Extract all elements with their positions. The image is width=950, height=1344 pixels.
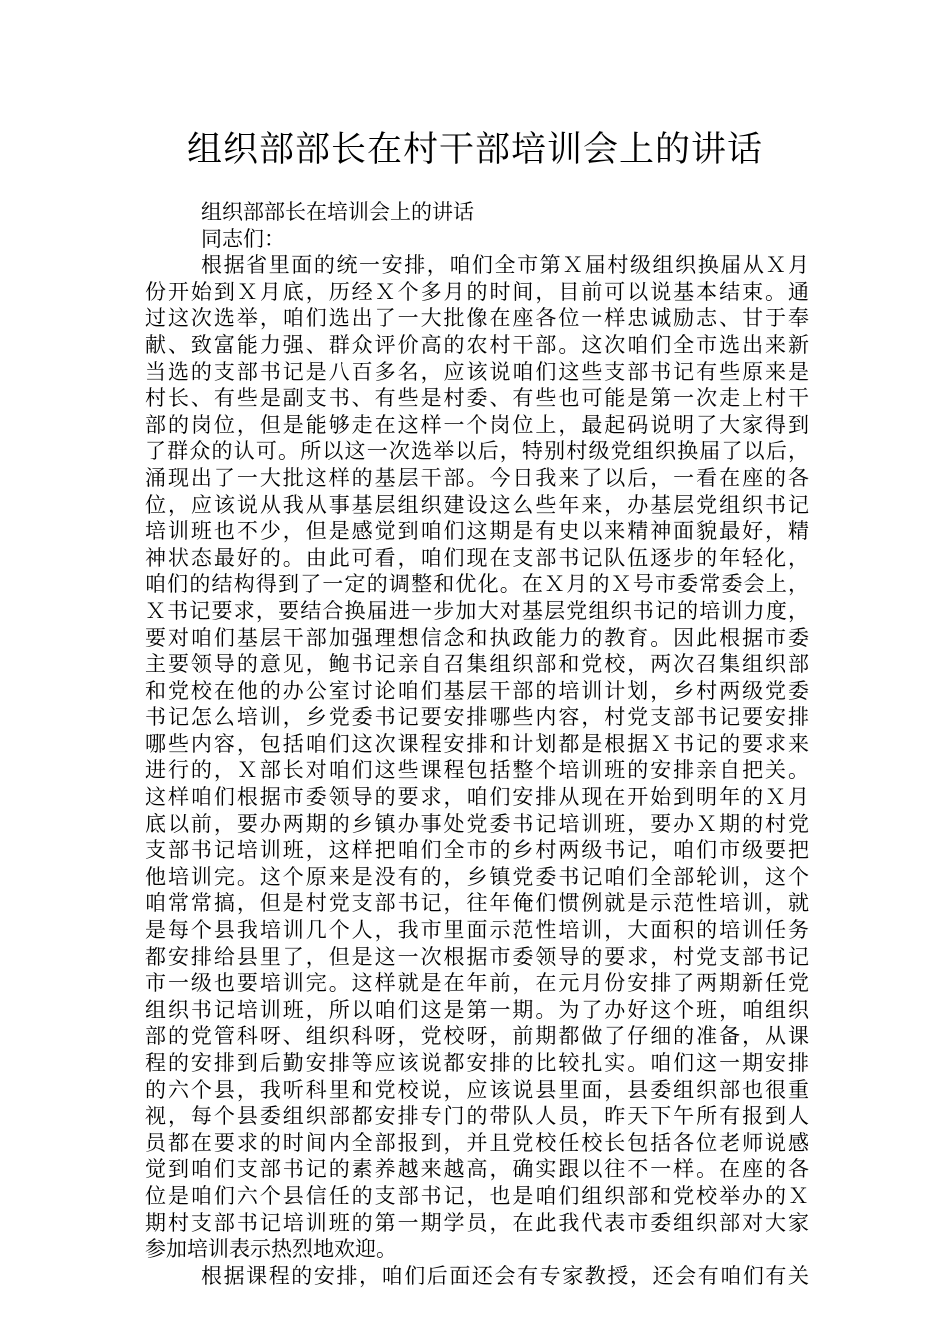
document-body	[145, 199, 809, 1289]
paragraph-line: 涌现出了一大批这样的基层干部。今日我来了以后，一看在座的各	[145, 465, 809, 490]
paragraph-line: 觉到咱们支部书记的素养越来越高，确实跟以往不一样。在座的各	[145, 1157, 809, 1182]
paragraph-line: 过这次选举，咱们选出了一大批像在座各位一样忠诚励志、甘于奉	[145, 306, 809, 331]
paragraph-line: 是每个县我培训几个人，我市里面示范性培训，大面积的培训任务	[145, 918, 809, 943]
paragraph-line: 和党校在他的办公室讨论咱们基层干部的培训计划，乡村两级党委	[145, 678, 809, 703]
subtitle-line: 组织部部长在培训会上的讲话	[201, 200, 474, 224]
paragraph-line: 部的党管科呀、组织科呀，党校呀，前期都做了仔细的准备，从课	[145, 1024, 809, 1049]
paragraph-line: 份开始到Ｘ月底，历经Ｘ个多月的时间，目前可以说基本结束。通	[145, 279, 809, 304]
paragraph-line: 参加培训表示热烈地欢迎。	[145, 1237, 397, 1262]
paragraph-line: 的六个县，我听科里和党校说，应该说县里面，县委组织部也很重	[145, 1077, 809, 1102]
paragraph-line: 他培训完。这个原来是没有的，乡镇党委书记咱们全部轮训，这个	[145, 864, 809, 889]
paragraph-line: 员都在要求的时间内全部报到，并且党校任校长包括各位老师说感	[145, 1130, 809, 1155]
paragraph-line: 底以前，要办两期的乡镇办事处党委书记培训班，要办Ｘ期的村党	[145, 811, 809, 836]
paragraph-line: 主要领导的意见，鲍书记亲自召集组织部和党校，两次召集组织部	[145, 652, 809, 677]
document-title: 组织部部长在村干部培训会上的讲话	[186, 130, 763, 170]
paragraph-line: 村长、有些是副支书、有些是村委、有些也可能是第一次走上村干	[145, 386, 809, 411]
paragraph-line: 要对咱们基层干部加强理想信念和执政能力的教育。因此根据市委	[145, 625, 809, 650]
paragraph-line: 位是咱们六个县信任的支部书记，也是咱们组织部和党校举办的Ｘ	[145, 1183, 809, 1208]
paragraph-line: 咱常常搞，但是村党支部书记，往年俺们惯例就是示范性培训，就	[145, 891, 809, 916]
paragraph-line: 当选的支部书记是八百多名，应该说咱们这些支部书记有些原来是	[145, 359, 809, 384]
paragraph-line: 咱们的结构得到了一定的调整和优化。在Ｘ月的Ｘ号市委常委会上，	[145, 572, 809, 597]
paragraph-line: Ｘ书记要求，要结合换届进一步加大对基层党组织书记的培训力度，	[145, 598, 809, 623]
paragraph-line: 视，每个县委组织部都安排专门的带队人员，昨天下午所有报到人	[145, 1104, 809, 1129]
paragraph-line: 位，应该说从我从事基层组织建设这么些年来，办基层党组织书记	[145, 492, 809, 517]
paragraph-line: 组织书记培训班，所以咱们这是第一期。为了办好这个班，咱组织	[145, 997, 809, 1022]
paragraph-line: 这样咱们根据市委领导的要求，咱们安排从现在开始到明年的Ｘ月	[145, 785, 809, 810]
paragraph-line: 书记怎么培训，乡党委书记要安排哪些内容，村党支部书记要安排	[145, 705, 809, 730]
paragraph-line: 部的岗位，但是能够走在这样一个岗位上，最起码说明了大家得到	[145, 412, 809, 437]
paragraph-line: 献、致富能力强、群众评价高的农村干部。这次咱们全市选出来新	[145, 332, 809, 357]
paragraph-line: 哪些内容，包括咱们这次课程安排和计划都是根据Ｘ书记的要求来	[145, 731, 809, 756]
paragraph-line: 都安排给县里了，但是这一次根据市委领导的要求，村党支部书记	[145, 944, 809, 969]
paragraph-line: 神状态最好的。由此可看，咱们现在支部书记队伍逐步的年轻化，	[145, 545, 809, 570]
paragraph-line: 期村支部书记培训班的第一期学员，在此我代表市委组织部对大家	[145, 1210, 809, 1235]
paragraph-line: 程的安排到后勤安排等应该说都安排的比较扎实。咱们这一期安排	[145, 1051, 809, 1075]
paragraph-line: 了群众的认可。所以这一次选举以后，特别村级党组织换届了以后，	[145, 439, 809, 464]
salutation-line: 同志们：	[201, 226, 285, 251]
paragraph-line: 支部书记培训班，这样把咱们全市的乡村两级书记，咱们市级要把	[145, 838, 809, 863]
paragraph-line: 培训班也不少，但是感觉到咱们这期是有史以来精神面貌最好，精	[145, 519, 809, 544]
paragraph-line: 根据课程的安排，咱们后面还会有专家教授，还会有咱们有关	[201, 1263, 809, 1288]
paragraph-line: 根据省里面的统一安排，咱们全市第Ｘ届村级组织换届从Ｘ月	[201, 253, 809, 278]
paragraph-line: 进行的，Ｘ部长对咱们这些课程包括整个培训班的安排亲自把关。	[145, 758, 809, 783]
paragraph-line: 市一级也要培训完。这样就是在年前，在元月份安排了两期新任党	[145, 971, 809, 996]
